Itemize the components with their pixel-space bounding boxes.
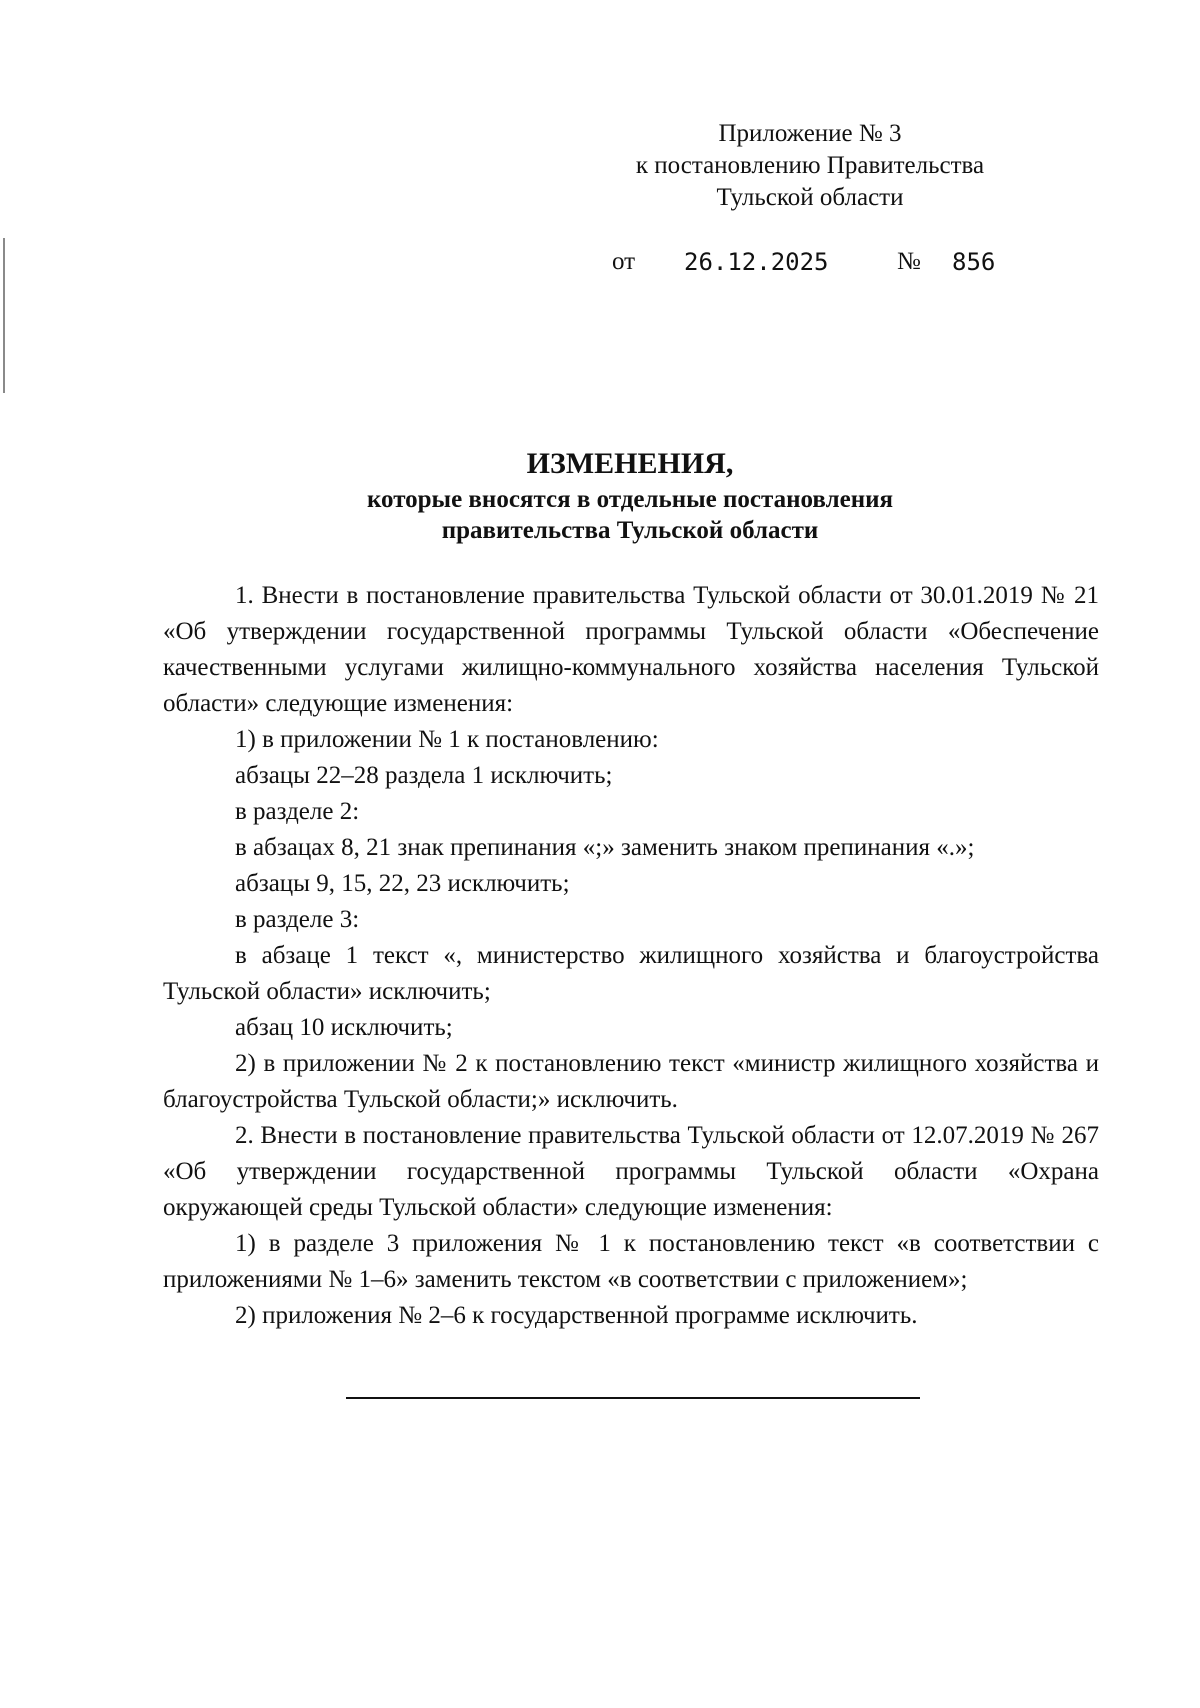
paragraph: 1. Внести в постановление правительства Тульской области от 30.01.2019 № 21 «Об утверждении государственной программы Тульской области «Обеспечение качественными услугами жилищно-коммунального хозяйства населения Тульской области» следующие изменения: [163,582,1099,717]
appendix-line-3: Тульской области [716,184,904,211]
paragraph: абзац 10 исключить; [235,1014,453,1041]
paragraph: абзацы 22–28 раздела 1 исключить; [235,762,613,789]
scan-edge-mark [3,238,5,393]
number-sign: № [897,248,921,275]
document-body [163,578,1099,1334]
paragraph: 2) приложения № 2–6 к государственной программе исключить. [235,1302,918,1329]
paragraph: в абзаце 1 текст «, министерство жилищного хозяйства и благоустройства Тульской области» исключить; [163,942,1099,1005]
document-number: 856 [952,248,996,276]
date-prefix: от [612,248,636,275]
paragraph: 2. Внести в постановление правительства Тульской области от 12.07.2019 № 267 «Об утверждении государственной программы Тульской области «Охрана окружающей среды Тульской области» следующие изменения: [163,1122,1099,1221]
title-heading: ИЗМЕНЕНИЯ, [526,447,734,480]
paragraph: в разделе 2: [235,798,360,825]
title-subtitle-2: правительства Тульской области [441,517,819,544]
paragraph: 2) в приложении № 2 к постановлению текст «министр жилищного хозяйства и благоустройства Тульской области;» исключить. [163,1050,1099,1113]
paragraph: 1) в приложении № 1 к постановлению: [235,726,659,753]
closing-rule [346,1397,920,1399]
document-title [160,444,1100,546]
title-subtitle-1: которые вносятся в отдельные постановления [366,486,894,513]
appendix-line-1: Приложение № 3 [718,120,902,147]
document-date: 26.12.2025 [684,248,829,276]
appendix-header [600,118,1020,214]
paragraph: 1) в разделе 3 приложения № 1 к постановлению текст «в соответствии с приложениями № 1–6» заменить текстом «в соответствии с приложением»; [163,1230,1099,1293]
paragraph: в абзацах 8, 21 знак препинания «;» заменить знаком препинания «.»; [235,834,975,861]
paragraph: в разделе 3: [235,906,360,933]
appendix-line-2: к постановлению Правительства [635,152,985,179]
paragraph: абзацы 9, 15, 22, 23 исключить; [235,870,570,897]
